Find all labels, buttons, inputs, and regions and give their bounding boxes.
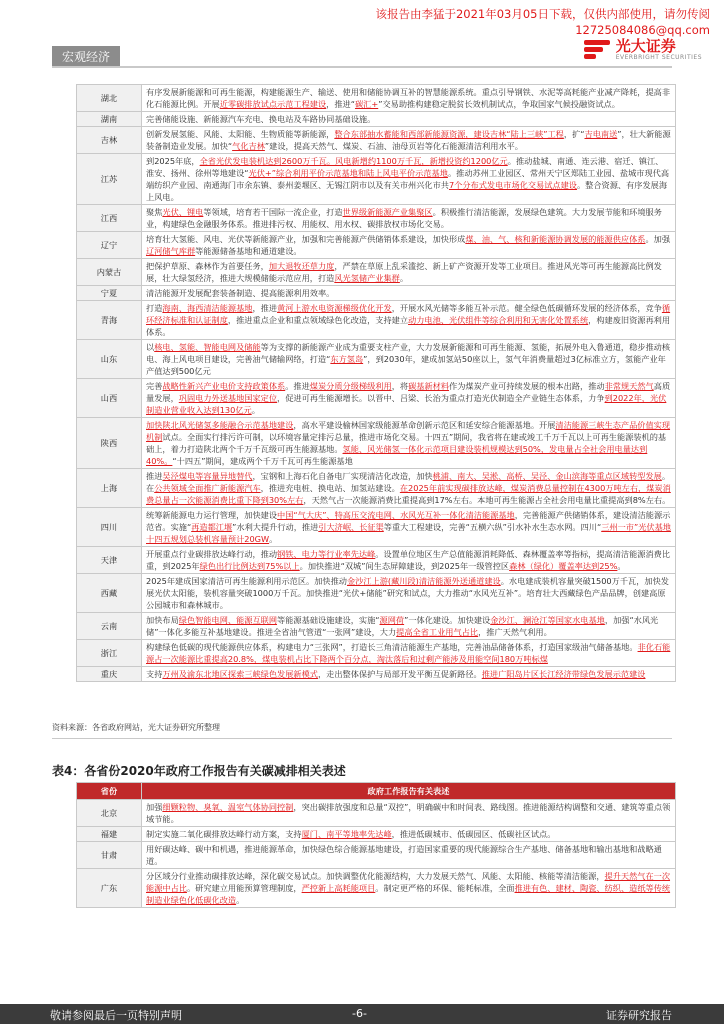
body-text: 作为煤炭产业可持续发展的根本出路，推动 xyxy=(449,381,605,391)
body-text: 。 xyxy=(399,273,409,283)
logo-mark-icon xyxy=(584,40,610,60)
province-cell: 湖北 xyxy=(77,85,142,112)
highlighted-text: 7个分布式发电市场化交易试点建设 xyxy=(448,180,577,190)
body-text: ，将 xyxy=(391,381,409,391)
policy-text-cell xyxy=(142,640,676,667)
province-cell: 青海 xyxy=(77,301,142,340)
policy-text-cell xyxy=(142,667,676,682)
body-text: 把保护草原、森林作为首要任务， xyxy=(146,261,269,271)
province-cell: 山东 xyxy=(77,340,142,379)
body-text: 以 xyxy=(146,342,155,352)
highlighted-text: 再造都江堰 xyxy=(191,522,233,532)
table4-header-province: 省份 xyxy=(77,783,142,800)
highlighted-text: 吉电南送 xyxy=(584,129,618,139)
policy-text-cell xyxy=(142,127,676,154)
policy-text-cell xyxy=(142,469,676,508)
download-notice-line1: 该报告由李猛于2021年03月05日下载，仅供内部使用，请勿传阅 xyxy=(375,7,710,21)
policy-text-cell xyxy=(142,286,676,301)
body-text: ，推进充电桩、换电站、加氢站建设。 xyxy=(260,483,400,493)
policy-text-cell xyxy=(142,418,676,469)
source-rule xyxy=(52,738,672,739)
download-notice xyxy=(375,6,710,38)
highlighted-text: 森林（绿化）覆盖率达到25% xyxy=(509,561,618,571)
province-cell: 福建 xyxy=(77,827,142,842)
body-text: ，高水平建设榆林国家级能源革命创新示范区和延安综合能源基地。开展 xyxy=(293,420,556,430)
highlighted-text: 风光氢储产业集群 xyxy=(334,273,400,283)
table-source-note: 资料来源：各省政府网站，光大证券研究所整理 xyxy=(52,723,220,732)
header-rule xyxy=(52,66,672,68)
policy-text-cell xyxy=(142,547,676,574)
province-cell: 湖南 xyxy=(77,112,142,127)
highlighted-text: 循环经济标准和认证制度 xyxy=(146,303,671,325)
table-row xyxy=(77,547,676,574)
province-cell: 宁夏 xyxy=(77,286,142,301)
body-text: ，推进“ xyxy=(326,99,355,109)
policy-text-cell xyxy=(142,112,676,127)
body-text: 2025年建成国家清洁可再生能源利用示范区。加快推动 xyxy=(146,576,347,586)
highlighted-text: 近零碳排放试点示范工程建设 xyxy=(219,99,327,109)
body-text: 。 xyxy=(236,895,245,905)
company-logo xyxy=(584,38,702,61)
body-text: ，宝钢和上海石化自备电厂实现清洁化改造，加快 xyxy=(252,471,433,481)
body-text: ”建设，提高天然气、煤炭、石油、油母页岩等化石能源清洁利用水平。 xyxy=(264,141,523,151)
province-cell: 内蒙古 xyxy=(77,259,142,286)
policy-text-cell xyxy=(142,869,676,908)
highlighted-text: 严控新上高耗能项目 xyxy=(301,883,376,893)
body-text: 到2025年底， xyxy=(146,156,200,166)
body-text: ”，壮大新能源装备制造业发展。加快“ xyxy=(146,129,671,151)
province-cell: 辽宁 xyxy=(77,232,142,259)
highlighted-text: 清洁能源三峡生态产品价值实现机制 xyxy=(146,420,671,442)
footer-bar xyxy=(0,1004,724,1024)
province-cell: 广东 xyxy=(77,869,142,908)
table-row xyxy=(77,112,676,127)
body-text: ，突出碳排放强度和总量“双控”，明确碳中和时间表、路线图。推进能源结构调整和交通、建筑等重点领域节能。 xyxy=(146,802,671,824)
table-row xyxy=(77,508,676,547)
table-row xyxy=(77,469,676,508)
highlighted-text: 煤、油、气、核和新能源协调发展的能源供应体系 xyxy=(465,234,646,244)
body-text: 。设置单位地区生产总值能源消耗降低、森林覆盖率等指标，提高清洁能源消费比重，到2025年 xyxy=(146,549,671,571)
highlighted-text: ”综合利用平价示范基地和陆上风电平价示范基地 xyxy=(271,168,448,178)
highlighted-text: 全省光伏发电装机达到2600万千瓦 xyxy=(199,156,327,166)
body-text: 。制定更严格的环保、能耗标准，全面 xyxy=(375,883,515,893)
province-cell: 陕西 xyxy=(77,418,142,469)
body-text: 聚焦 xyxy=(146,207,163,217)
highlighted-text: 碳汇+ xyxy=(354,99,379,109)
highlighted-text: 桃浦、南大、吴淞、高桥、吴泾、金山滨海等重点区域转型发展 xyxy=(432,471,662,481)
table-row xyxy=(77,127,676,154)
table-row xyxy=(77,379,676,418)
body-text: 制定实施二氧化碳排放达峰行动方案，支持 xyxy=(146,829,302,839)
body-text: 。在 xyxy=(146,471,671,493)
body-text: 。积极推行清洁能源，发展绿色建筑。大力发展节能和环境服务业，构建绿色金融服务体系。推进排污权、用能权、用水权、碳排放权市场化交易。 xyxy=(146,207,662,229)
body-text: 有序发展新能源和可再生能源，构建能源生产、输送、使用和储能协调互补的智慧能源系统。重点引导钢铁、水泥等高耗能产业减产降耗，提高非化石能源比例。开展 xyxy=(146,87,671,109)
body-text: ，推进重点企业和重点领域绿色化改造，支持建立 xyxy=(227,315,409,325)
highlighted-text: 推进广阳岛片区长江经济带绿色发展示范建设 xyxy=(481,669,646,679)
body-text: 开展重点行业碳排放达峰行动，推动 xyxy=(146,549,278,559)
table4-title: 表4：各省份2020年政府工作报告有关碳减排相关表述 xyxy=(52,764,346,778)
highlighted-text: 细颗粒物、臭氧、温室气体协同控制 xyxy=(162,802,294,812)
logo-subtext: EVERBRIGHT SECURITIES xyxy=(615,54,702,61)
highlighted-text: 提高全省工业用气占比 xyxy=(396,627,479,637)
table-row xyxy=(77,205,676,232)
highlighted-text: 金沙江、澜沧江等国家水电基地 xyxy=(490,615,605,625)
table-row xyxy=(77,827,676,842)
body-text: ，构建废旧资源再利用体系。 xyxy=(146,315,671,337)
highlighted-text: 加大退牧还草力度 xyxy=(268,261,335,271)
province-cell: 天津 xyxy=(77,547,142,574)
table-row xyxy=(77,85,676,112)
policy-text-cell xyxy=(142,301,676,340)
highlighted-text: 光伏+ xyxy=(248,168,272,178)
highlighted-text: 战略性新兴产业电价支持政策体系 xyxy=(162,381,286,391)
body-text: ”水利大提升行动，推进 xyxy=(232,522,319,532)
policy-text-cell xyxy=(142,379,676,418)
body-text: 。 xyxy=(269,534,278,544)
body-text: 清洁能源开发展配套装备制造、提高能源利用效率。 xyxy=(146,288,335,298)
province-cell: 上海 xyxy=(77,469,142,508)
highlighted-text: 中国“气大庆”、特高压交流电网、水风光互补一体化清洁能源基地 xyxy=(277,510,515,520)
province-cell: 吉林 xyxy=(77,127,142,154)
body-text: 加强 xyxy=(146,802,163,812)
body-text: ，天然气占一次能源消费比重提高到17%左右。本地可再生能源占全社会用电量比重提高到8%左右。 xyxy=(303,495,671,505)
table4-header-row xyxy=(77,783,676,800)
highlighted-text: 整合东部抽水蓄能和西部新能源资源，建设吉林“陆上三峡”工程 xyxy=(334,129,564,139)
policy-text-cell xyxy=(142,842,676,869)
highlighted-text: 公共领域全面推广新能源汽车 xyxy=(154,483,261,493)
body-text: 。 xyxy=(251,405,260,415)
body-text: ”一体化建设。加快建设 xyxy=(404,615,491,625)
policy-text-cell xyxy=(142,508,676,547)
province-cell: 北京 xyxy=(77,800,142,827)
highlighted-text: 提升天然气在一次能源中占比 xyxy=(146,871,671,893)
body-text: 。推动盐城、南通、连云港、宿迁、镇江、淮安、扬州、徐州等地建设“ xyxy=(146,156,664,178)
highlighted-text: 万州及渝东北地区探索三峡绿色发展新模式 xyxy=(162,669,318,679)
highlighted-text: 吴泾煤电等容量异地替代 xyxy=(162,471,253,481)
highlighted-text: 金沙江上游(藏川段)清洁能源外送通道建设 xyxy=(346,576,501,586)
highlighted-text: 三州一市”光伏基地十四五规划总装机容量预计20GW xyxy=(146,522,671,544)
table-row xyxy=(77,640,676,667)
policy-text-cell xyxy=(142,800,676,827)
body-text: 高质量发展， xyxy=(146,381,671,403)
province-cell: 江苏 xyxy=(77,154,142,205)
body-text: 推进 xyxy=(146,471,163,481)
highlighted-text: 辽河储气库群 xyxy=(146,246,196,256)
body-text: ，推广天然气利用。 xyxy=(478,627,552,637)
highlighted-text: 动力电池、光伏组件等综合利用和无害化处置系统 xyxy=(408,315,589,325)
body-text: 等领域，培育若干国际一流企业，打造 xyxy=(203,207,343,217)
highlighted-text: 煤炭分质分级梯级利用 xyxy=(309,381,392,391)
table-row xyxy=(77,613,676,640)
body-text: ，严禁在草原上乱采滥挖、新上矿产资源开发等工业项目。推进风光等可再生能源高比例发展，壮大绿氢经济，推进大规模储能示范应用，打造 xyxy=(146,261,662,283)
body-text: 。推动苏州工业园区、常州天宁区郑陆工业园、盐城市现代高端纺织产业园、南通海门市余东镇、泰州姜堰区、无锡江阴市以及有关市州兴化市共 xyxy=(146,168,670,190)
highlighted-text: 绿色出行比例达到75%以上 xyxy=(199,561,300,571)
table-row xyxy=(77,286,676,301)
section-tab: 宏观经济 xyxy=(52,46,120,67)
carbon-reduction-table xyxy=(76,782,676,908)
body-text: ，推进低碳城市、低碳园区、低碳社区试点。 xyxy=(391,829,556,839)
body-text: 创新发展氢能、风能、太阳能、生物质能等新能源， xyxy=(146,129,335,139)
province-cell: 江西 xyxy=(77,205,142,232)
body-text: 打造 xyxy=(146,303,163,313)
highlighted-text: 世界级新能源产业集聚区 xyxy=(342,207,433,217)
body-text: 等能源储备基地和通道建设。 xyxy=(195,246,302,256)
table-row xyxy=(77,800,676,827)
highlighted-text: 气化吉林 xyxy=(232,141,265,151)
highlighted-text: 氢能、风光储氢一体化示范项目建设装机规模达到50%，发电量占全社会用电量达到40%。 xyxy=(146,444,648,466)
policy-text-cell xyxy=(142,259,676,286)
body-text: ”交易助推构建稳定脱贫长效机制试点，争取国家气候投融资试点。 xyxy=(378,99,620,109)
body-text: ，完善能源产供储销体系，建设清洁能源示范省。实施“ xyxy=(146,510,671,532)
body-text: 。整合资源、有序发展海上风电。 xyxy=(146,180,668,202)
table-row xyxy=(77,869,676,908)
policy-text-cell xyxy=(142,85,676,112)
policy-text-cell xyxy=(142,205,676,232)
highlighted-text: 绿色智能电网、能源互联网 xyxy=(178,615,278,625)
highlighted-text: 海南、海西清洁能源基地 xyxy=(162,303,253,313)
policy-text-cell xyxy=(142,827,676,842)
footer-page-number: -6- xyxy=(352,1007,367,1020)
province-cell: 浙江 xyxy=(77,640,142,667)
body-text: 统筹新能源电力运行管理，加快建设 xyxy=(146,510,278,520)
highlighted-text: 巩固电力外送基地国家定位 xyxy=(178,393,278,403)
body-text: 。 xyxy=(617,561,626,571)
policy-text-cell xyxy=(142,340,676,379)
province-cell: 山西 xyxy=(77,379,142,418)
province-cell: 甘肃 xyxy=(77,842,142,869)
highlighted-text: 核电、氢能、智能电网及储能 xyxy=(154,342,261,352)
body-text: 。推进 xyxy=(285,381,310,391)
highlighted-text: 东方氢岛 xyxy=(330,354,364,364)
highlighted-text: 钢铁、电力等行业率先达峰 xyxy=(277,549,376,559)
body-text: ”，到2030年，建成加氢站50座以上，氢气年消费量超过3亿标准立方，氢能产业年产值达到500亿元 xyxy=(146,354,666,376)
highlighted-text: 光伏、锂电 xyxy=(162,207,204,217)
body-text: ，推进 xyxy=(252,303,278,313)
body-text: 培育壮大氢能、风电、光伏等新能源产业，加强和完善能源产供储销体系建设，加快形成 xyxy=(146,234,466,244)
highlighted-text: 引大济岷、长征渠 xyxy=(318,522,384,532)
table-row xyxy=(77,154,676,205)
highlighted-text: 黄河上游水电资源梯级优化开发 xyxy=(277,303,392,313)
table4-header-content: 政府工作报告有关表述 xyxy=(142,783,676,800)
table-row xyxy=(77,574,676,613)
body-text: 用好碳达峰、碳中和机遇，推进能源革命，加快绿色综合能源基地建设，打造国家重要的现代能源综合生产基地、储备基地和输出基地和战略通道。 xyxy=(146,844,662,866)
table-row xyxy=(77,259,676,286)
body-text: ，加强“水风光储”一体化多能互补基地建设。推进全省油气管道“一张网”建设，大力 xyxy=(146,615,659,637)
highlighted-text: 推进有色、建材、陶瓷、纺织、造纸等传统制造业绿色化低碳化改造 xyxy=(146,883,671,905)
body-text: 等能源基础设施建设，实施“ xyxy=(277,615,380,625)
highlighted-text: 在2025年前实现碳排放达峰，煤炭消费总量控制在4300万吨左右，煤炭消费总量占一次能源消费比重下降到30%左右 xyxy=(146,483,671,505)
body-text: 。研究建立用能预算管理制度， xyxy=(186,883,302,893)
body-text: ，扩“ xyxy=(563,129,585,139)
highlighted-text: 。风电新增约1100万千瓦， xyxy=(326,156,430,166)
policy-text-cell xyxy=(142,154,676,205)
table-row xyxy=(77,301,676,340)
body-text: 支持 xyxy=(146,669,163,679)
logo-text: 光大证券 xyxy=(615,37,676,55)
table-row xyxy=(77,667,676,682)
body-text: 完善储能设施、新能源汽车充电、换电站及车路协同基础设施。 xyxy=(146,114,376,124)
highlighted-text: 源网荷 xyxy=(379,615,405,625)
province-cell: 云南 xyxy=(77,613,142,640)
highlighted-text: 非化石能源占一次能源比重提高20.8%，煤电装机占比下降两个百分点，淘汰落后和过剩产能涉及用能空间180万吨标煤 xyxy=(146,642,671,664)
policy-text-cell xyxy=(142,613,676,640)
footer-disclaimer: 敬请参阅最后一页特别声明 xyxy=(50,1009,182,1022)
highlighted-text: 厦门、南平等地率先达峰 xyxy=(301,829,392,839)
province-cell: 重庆 xyxy=(77,667,142,682)
highlighted-text: 新增投资约1200亿元 xyxy=(429,156,508,166)
table-row xyxy=(77,232,676,259)
province-policy-table xyxy=(76,84,676,682)
policy-text-cell xyxy=(142,574,676,613)
province-cell: 西藏 xyxy=(77,574,142,613)
body-text: ，走出整体保护与局部开发平衡互促新路径。 xyxy=(317,669,482,679)
body-text: 完善 xyxy=(146,381,163,391)
download-notice-line2: 12725084086@qq.com xyxy=(575,23,710,37)
table-row xyxy=(77,842,676,869)
table-row xyxy=(77,418,676,469)
body-text: 。加强 xyxy=(645,234,671,244)
highlighted-text: 到2022年，光伏制造业营业收入达到130亿元 xyxy=(146,393,667,415)
body-text: 。加快推进“双城”间生态屏障建设，到2025年一级管控区 xyxy=(299,561,510,571)
highlighted-text: 加快陕北风光储氢多能融合示范基地建设 xyxy=(146,420,294,430)
body-text: 等重大工程建设，完善“五横六纵”引水补水生态水网。四川“ xyxy=(383,522,602,532)
body-text: 试点。全面实行排污许可制，以环境容量定排污总量，推进市场化交易。十四五”期间，我省将在建或竣工千万千瓦以上可再生能源装机的基础上，着力打造陕北两个千万千瓦级可再生能源基地。 xyxy=(146,432,667,454)
highlighted-text: 碳基新材料 xyxy=(408,381,450,391)
body-text: ，开展水风光储等多能互补示范。健全绿色低碳循环发展的经济体系，竞争 xyxy=(391,303,662,313)
body-text: 构建绿色低碳的现代能源供应体系，构建电力“三张网”，打造长三角清洁能源生产基地，完善油品储备体系，打造国家级油气储备基地。 xyxy=(146,642,638,652)
highlighted-text: 非常规天然气 xyxy=(604,381,654,391)
table-row xyxy=(77,340,676,379)
footer-report-type: 证券研究报告 xyxy=(606,1009,672,1022)
body-text: 等为支撑的新能源产业成为重要支柱产业，大力发展新能源和可再生能源、氢能，拓展外电入鲁通道，稳步推动核电、海上风电项目建设，完善油气储输网络，打造“ xyxy=(146,342,671,364)
body-text: ，促进可再生能源增长。以晋中、吕梁、长治为重点打造光伏制造全产业链生态体系，力争 xyxy=(277,393,605,403)
body-text: 分区域分行业推动碳排放达峰，深化碳交易试点。加快调整优化能源结构，大力发展天然气、风能、太阳能、核能等清洁能源， xyxy=(146,871,605,881)
policy-text-cell xyxy=(142,232,676,259)
body-text: “十四五”期间，建成两个千万千瓦可再生能源基地 xyxy=(172,456,353,466)
body-text: 。水电建成装机容量突破1500万千瓦，加快发展光伏太阳能，装机容量突破1000万千瓦。加快推进“光伏+储能”研究和试点，大力推动“水风光互补”。培育壮大西藏绿色产品品牌，创建高原公园城市和森林城市。 xyxy=(146,576,669,610)
province-cell: 四川 xyxy=(77,508,142,547)
body-text: 加快布局 xyxy=(146,615,179,625)
